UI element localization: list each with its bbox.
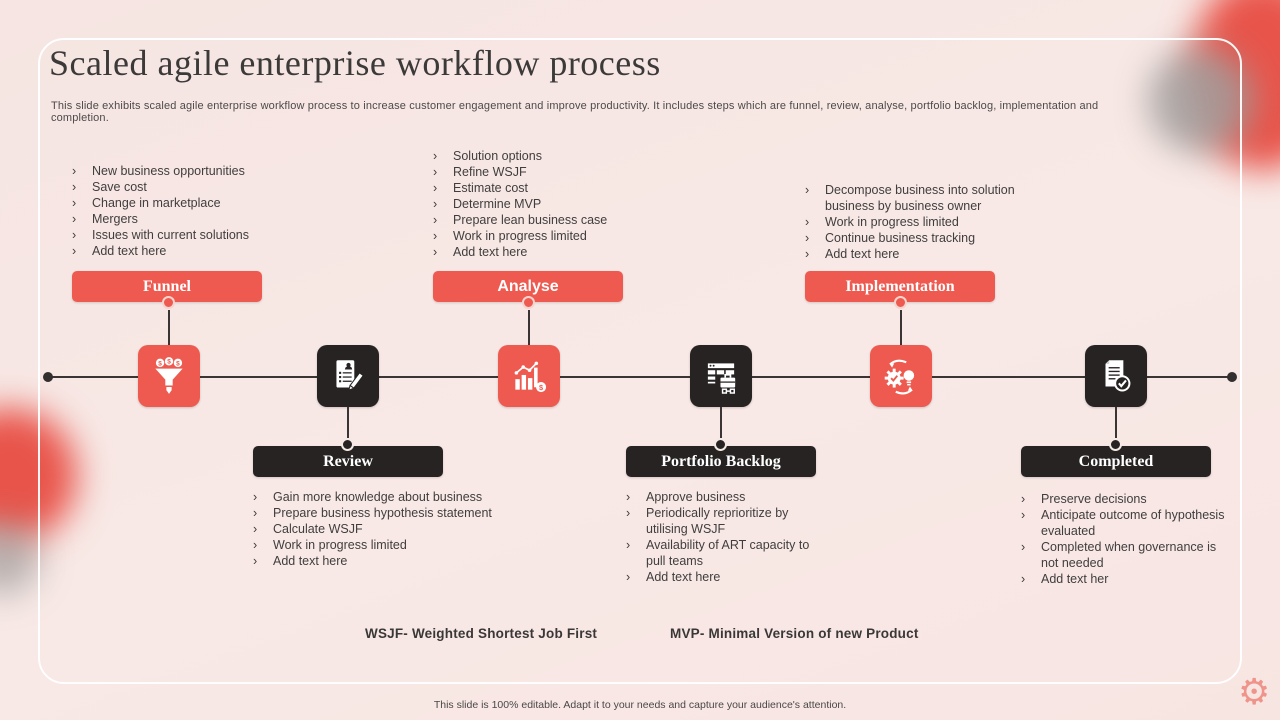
chevron-bullet-icon: ›: [72, 228, 77, 242]
connector-dot-implementation: [894, 296, 907, 309]
chevron-bullet-icon: ›: [1021, 572, 1026, 586]
stage-label: Implementation: [845, 277, 955, 295]
timeline-endpoint-dot-right: [1227, 372, 1237, 382]
stage-label: Funnel: [142, 277, 191, 295]
chevron-bullet-icon: ›: [626, 570, 631, 584]
chevron-bullet-icon: ›: [626, 490, 631, 504]
chevron-bullet-icon: ›: [805, 183, 810, 197]
bullet-item: [72, 211, 352, 227]
funnel-dollar-icon: [148, 355, 190, 397]
svg-text:$: $: [167, 358, 171, 366]
chevron-bullet-icon: ›: [253, 490, 258, 504]
stage-tile-portfolio-backlog: [690, 345, 752, 407]
chevron-bullet-icon: ›: [72, 180, 77, 194]
bullet-item: [433, 212, 713, 228]
bullet-item: [805, 230, 1045, 246]
stage-label: Completed: [1078, 452, 1154, 470]
bullet-text: Gain more knowledge about business: [273, 490, 483, 504]
bullet-item: [253, 521, 553, 537]
chevron-bullet-icon: ›: [72, 164, 77, 178]
bullet-text: Continue business tracking: [825, 231, 976, 245]
bullet-item: [805, 246, 1045, 262]
chevron-bullet-icon: ›: [1021, 508, 1026, 522]
bullet-item: [626, 505, 831, 537]
bullet-text: Add text her: [1041, 572, 1109, 586]
connector-line-implementation: [900, 310, 902, 345]
bullet-text: Prepare business hypothesis statement: [273, 506, 492, 520]
bullet-text: Save cost: [92, 180, 147, 194]
chevron-bullet-icon: ›: [253, 538, 258, 552]
implementation-bullet-list: [805, 182, 1045, 262]
stage-tile-analyse: [498, 345, 560, 407]
chevron-bullet-icon: ›: [253, 554, 258, 568]
chevron-bullet-icon: ›: [433, 229, 438, 243]
connector-line-funnel: [168, 310, 170, 345]
chevron-bullet-icon: ›: [72, 196, 77, 210]
bullet-text: Prepare lean business case: [453, 213, 608, 227]
stage-label: Analyse: [497, 277, 559, 295]
bullet-item: [433, 244, 713, 260]
bullet-item: [253, 537, 553, 553]
chevron-bullet-icon: ›: [805, 215, 810, 229]
bullet-item: [626, 537, 831, 569]
bullet-text: Add text here: [825, 247, 900, 261]
bullet-text: Determine MVP: [453, 197, 542, 211]
bullet-item: [253, 489, 553, 505]
stage-label: Review: [323, 452, 373, 470]
chevron-bullet-icon: ›: [433, 149, 438, 163]
bullet-text: Work in progress limited: [453, 229, 587, 243]
decor-gray-blob-top-right: [1148, 48, 1253, 153]
bullet-text: Decompose business into solution business by business owner: [825, 183, 1015, 213]
kanban-briefcase-icon: [700, 355, 742, 397]
bullet-item: [1021, 571, 1226, 587]
stage-tile-review: [317, 345, 379, 407]
bullet-text: Completed when governance is not needed: [1041, 540, 1217, 570]
completed-bullet-list: [1021, 491, 1226, 587]
slide-border-frame: [38, 38, 1242, 684]
document-check-icon: [1095, 355, 1137, 397]
chevron-bullet-icon: ›: [1021, 492, 1026, 506]
bullet-item: [72, 195, 352, 211]
bullet-item: [433, 228, 713, 244]
bullet-text: Anticipate outcome of hypothesis evaluated: [1041, 508, 1225, 538]
gear-icon: ⚙: [1238, 671, 1271, 712]
bullet-item: [72, 227, 352, 243]
bullet-item: [805, 182, 1045, 214]
bullet-text: Issues with current solutions: [92, 228, 250, 242]
stage-label: Portfolio Backlog: [661, 452, 781, 470]
svg-text:$: $: [176, 360, 180, 368]
chevron-bullet-icon: ›: [433, 181, 438, 195]
chevron-bullet-icon: ›: [805, 231, 810, 245]
bullet-text: Availability of ART capacity to pull teams: [646, 538, 810, 568]
bullet-item: [626, 569, 831, 585]
chevron-bullet-icon: ›: [433, 213, 438, 227]
footer-note: This slide is 100% editable. Adapt it to your needs and capture your audience's attention.: [433, 699, 847, 711]
connector-dot-funnel: [162, 296, 175, 309]
bullet-text: Calculate WSJF: [273, 522, 363, 536]
portfolio-backlog-bullet-list: [626, 489, 831, 585]
chevron-bullet-icon: ›: [1021, 540, 1026, 554]
stage-tile-implementation: [870, 345, 932, 407]
slide-subtitle: This slide exhibits scaled agile enterprise workflow process to increase customer engagement and improve productivity. It includes steps which are funnel, review, analyse, portfolio backlog, implementation and completion.: [51, 100, 1099, 124]
chevron-bullet-icon: ›: [805, 247, 810, 261]
bullet-item: [433, 148, 713, 164]
bullet-text: Change in marketplace: [92, 196, 221, 210]
connector-dot-analyse: [522, 296, 535, 309]
chevron-bullet-icon: ›: [433, 245, 438, 259]
bullet-text: Solution options: [453, 149, 542, 163]
bullet-item: [433, 180, 713, 196]
chevron-bullet-icon: ›: [626, 538, 631, 552]
chevron-bullet-icon: ›: [626, 506, 631, 520]
bullet-item: [253, 505, 553, 521]
bullet-item: [72, 163, 352, 179]
bullet-item: [72, 243, 352, 259]
mvp-note: MVP- Minimal Version of new Product: [670, 626, 919, 641]
connector-line-completed: [1115, 407, 1117, 438]
wsjf-note: WSJF- Weighted Shortest Job First: [365, 626, 598, 641]
connector-line-review: [347, 407, 349, 438]
bullet-item: [1021, 507, 1226, 539]
connector-dot-completed: [1109, 438, 1122, 451]
timeline-line: [48, 376, 1232, 378]
funnel-bullet-list: [72, 163, 352, 259]
bullet-item: [253, 553, 553, 569]
bar-chart-coin-icon: [508, 355, 550, 397]
bullet-item: [1021, 539, 1226, 571]
gear-lightbulb-cycle-icon: [880, 355, 922, 397]
connector-dot-review: [341, 438, 354, 451]
bullet-item: [72, 179, 352, 195]
svg-text:$: $: [158, 360, 162, 368]
bullet-item: [433, 196, 713, 212]
bullet-text: Refine WSJF: [453, 165, 527, 179]
chevron-bullet-icon: ›: [72, 212, 77, 226]
svg-text:$: $: [539, 382, 544, 392]
analyse-bullet-list: [433, 148, 713, 260]
bullet-item: [805, 214, 1045, 230]
review-bullet-list: [253, 489, 553, 569]
bullet-text: Work in progress limited: [273, 538, 407, 552]
chevron-bullet-icon: ›: [433, 165, 438, 179]
bullet-text: New business opportunities: [92, 164, 245, 178]
bullet-text: Work in progress limited: [825, 215, 959, 229]
bullet-item: [433, 164, 713, 180]
chevron-bullet-icon: ›: [72, 244, 77, 258]
bullet-text: Add text here: [453, 245, 528, 259]
bullet-text: Add text here: [646, 570, 721, 584]
bullet-text: Preserve decisions: [1041, 492, 1147, 506]
bullet-item: [626, 489, 831, 505]
chevron-bullet-icon: ›: [253, 506, 258, 520]
bullet-text: Approve business: [646, 490, 746, 504]
connector-line-portfolio-backlog: [720, 407, 722, 438]
stage-tile-funnel: [138, 345, 200, 407]
bullet-text: Mergers: [92, 212, 138, 226]
bullet-text: Estimate cost: [453, 181, 529, 195]
page-title: Scaled agile enterprise workflow process: [49, 43, 661, 83]
timeline-endpoint-dot-left: [43, 372, 53, 382]
bullet-item: [1021, 491, 1226, 507]
connector-dot-portfolio-backlog: [714, 438, 727, 451]
stage-tile-completed: [1085, 345, 1147, 407]
bullet-text: Periodically reprioritize by utilising WSJF: [646, 506, 789, 536]
document-pencil-icon: [327, 355, 369, 397]
chevron-bullet-icon: ›: [433, 197, 438, 211]
connector-line-analyse: [528, 310, 530, 345]
bullet-text: Add text here: [92, 244, 167, 258]
bullet-text: Add text here: [273, 554, 348, 568]
chevron-bullet-icon: ›: [253, 522, 258, 536]
